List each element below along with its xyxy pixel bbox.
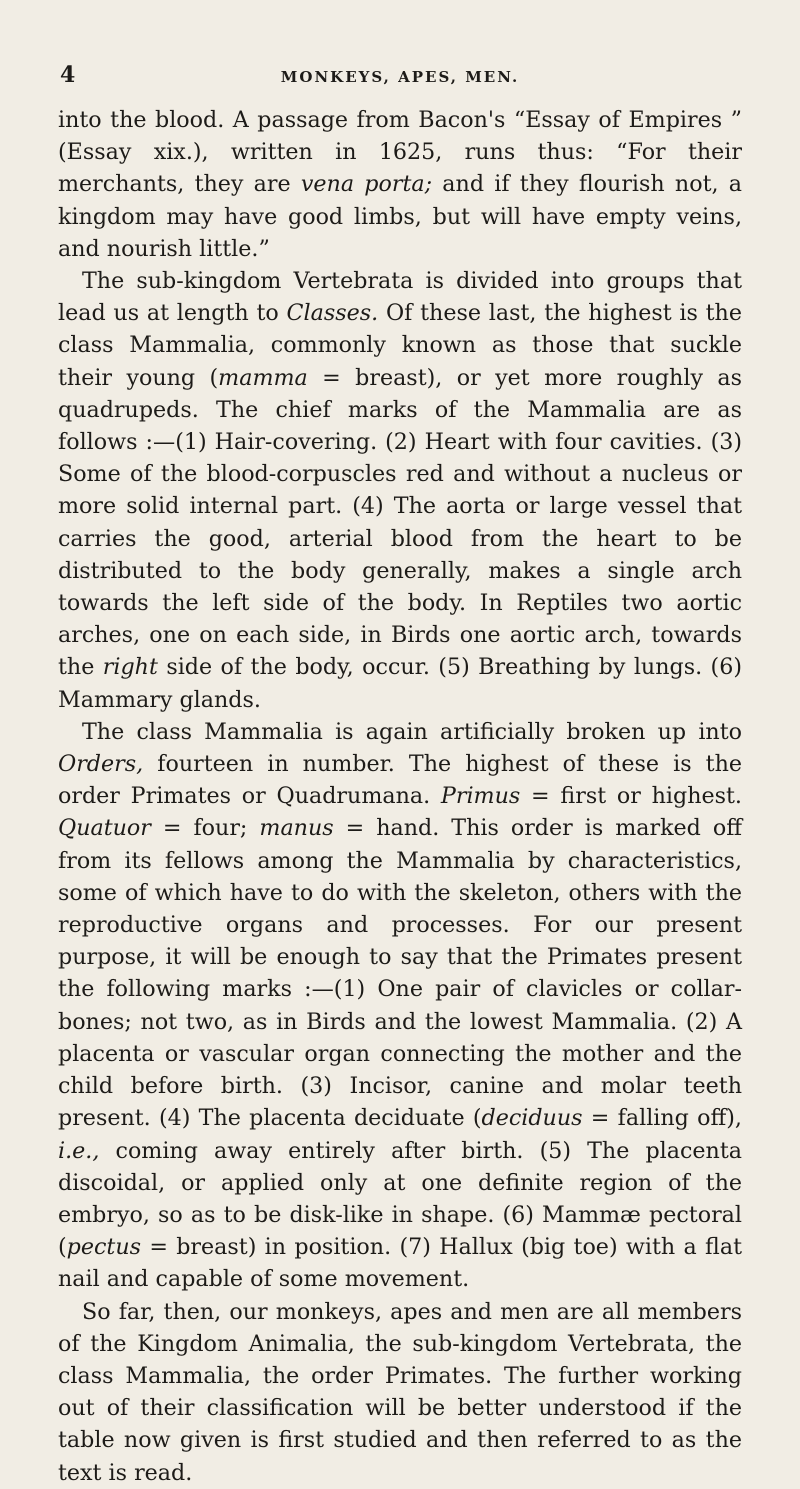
text-run: = falling off), bbox=[582, 1105, 742, 1132]
italic-term: i.e., bbox=[58, 1137, 100, 1164]
text-run: side of the body, occur. (5) Breathing by lungs. (6) Mammary glands. bbox=[58, 654, 742, 713]
text-run: = first or highest. bbox=[520, 783, 742, 810]
page-number: 4 bbox=[60, 62, 76, 88]
paragraph bbox=[58, 104, 742, 265]
text-run: = hand. This order is marked off from its fellows among the Mammalia by characteristics, some of which have to do with the skeleton, others with the reproductive organs and processes. For our present purpose, it will be enough to say that the Primates present the following marks :—(1) One pair of clavicles or collar-bones; not two, as in Birds and the lowest Mammalia. (2) A placenta or vascular organ connecting the mother and the child before birth. (3) Incisor, canine and molar teeth present. (4) The placenta deciduate ( bbox=[58, 815, 742, 1132]
body-text bbox=[58, 104, 742, 1489]
italic-term: Orders, bbox=[58, 751, 144, 778]
text-run: fourteen in number. The highest of these is the order Primates or Quadrumana. bbox=[58, 751, 742, 810]
italic-term: manus bbox=[259, 815, 334, 842]
text-run: The sub-kingdom Vertebrata is divided into groups that lead us at length to bbox=[58, 268, 742, 327]
text-run: So far, then, our monkeys, apes and men are all members of the Kingdom Animalia, the sub-kingdom Vertebrata, the class Mammalia, the order Primates. The further working out of their classification will be better understood if the table now given is first studied and then referred to as the text is read. bbox=[58, 1298, 742, 1486]
page-header: MONKEYS, APES, MEN. bbox=[280, 68, 520, 86]
paragraph bbox=[58, 265, 742, 716]
text-run: and if they flourish not, a kingdom may have good limbs, but will have empty veins, and nourish little.” bbox=[58, 171, 742, 262]
italic-term: Classes. bbox=[286, 300, 379, 327]
text-run: into the blood. A passage from Bacon's “Essay of Empires ” (Essay xix.), written in 1625, runs thus: “For their merchants, they are bbox=[58, 107, 742, 198]
paragraph bbox=[58, 716, 742, 1296]
italic-term: right bbox=[102, 654, 158, 681]
italic-term: deciduus bbox=[481, 1105, 583, 1132]
text-run: coming away entirely after birth. (5) The placenta discoidal, or applied only at one definite region of the embryo, so as to be disk-like in shape. (6) Mammæ pectoral ( bbox=[58, 1137, 742, 1261]
italic-term: Quatuor bbox=[58, 815, 151, 842]
text-run: The class Mammalia is again artificially broken up into bbox=[82, 718, 742, 745]
text-run: = breast), or yet more roughly as quadrupeds. The chief marks of the Mammalia are as follows :—(1) Hair-covering. (2) Heart with four cavities. (3) Some of the blood-corpuscles red and without a nucleus or more solid internal part. (4) The aorta or large vessel that carries the good, arterial blood from the heart to be distributed to the body generally, makes a single arch towards the left side of the body. In Reptiles two aortic arches, one on each side, in Birds one aortic arch, towards the bbox=[58, 364, 742, 681]
italic-term: vena porta; bbox=[300, 171, 433, 198]
italic-term: Primus bbox=[440, 783, 521, 810]
text-run: = breast) in position. (7) Hallux (big toe) with a flat nail and capable of some movement. bbox=[58, 1234, 742, 1293]
text-run: Of these last, the highest is the class Mammalia, commonly known as those that suckle their young ( bbox=[58, 300, 742, 391]
italic-term: mamma bbox=[218, 364, 308, 391]
running-head bbox=[58, 62, 742, 96]
paragraph bbox=[58, 1296, 742, 1489]
italic-term: pectus bbox=[66, 1234, 142, 1261]
text-run: = four; bbox=[150, 815, 260, 842]
